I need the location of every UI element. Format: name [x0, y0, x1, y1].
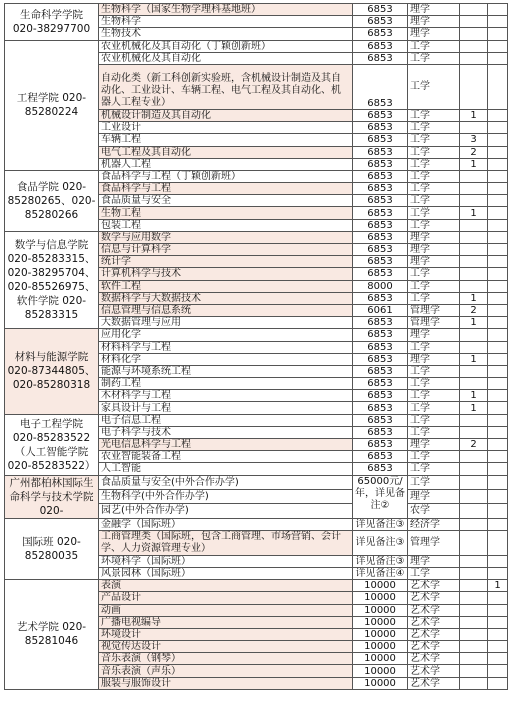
fee-cell: 6853	[353, 52, 408, 64]
fee-cell: 6853	[353, 122, 408, 134]
extra-count-cell	[488, 641, 508, 653]
fee-cell: 详见备注③	[353, 555, 408, 567]
major-cell: 电子科学与技术	[99, 426, 353, 438]
fee-cell: 10000	[353, 628, 408, 640]
major-cell: 食品科学与工程	[99, 183, 353, 195]
enrollment-table-sheet	[4, 3, 507, 690]
major-cell: 车辆工程	[99, 134, 353, 146]
category-cell: 工学	[408, 463, 460, 475]
fee-cell: 6853	[353, 402, 408, 414]
table-row	[5, 475, 508, 489]
count-cell: 3	[460, 134, 488, 146]
extra-count-cell	[488, 317, 508, 329]
count-cell: 2	[460, 304, 488, 316]
category-cell: 工学	[408, 390, 460, 402]
major-cell: 统计学	[99, 256, 353, 268]
fee-cell: 6853	[353, 146, 408, 158]
category-cell: 艺术学	[408, 641, 460, 653]
extra-count-cell	[488, 677, 508, 689]
major-cell: 电气工程及其自动化	[99, 146, 353, 158]
extra-count-cell	[488, 109, 508, 121]
major-cell: 产品设计	[99, 592, 353, 604]
count-cell	[460, 183, 488, 195]
extra-count-cell	[488, 40, 508, 52]
extra-count-cell	[488, 28, 508, 40]
count-cell	[460, 518, 488, 530]
fee-cell: 6853	[353, 28, 408, 40]
school-cell: 生命科学学院 020-38297700	[5, 4, 99, 41]
major-cell: 家具设计与工程	[99, 402, 353, 414]
count-cell	[460, 592, 488, 604]
major-cell: 生物科学	[99, 16, 353, 28]
count-cell: 1	[460, 207, 488, 219]
count-cell	[460, 567, 488, 579]
major-cell: 人工智能	[99, 463, 353, 475]
major-cell: 表演	[99, 580, 353, 592]
count-cell: 1	[460, 390, 488, 402]
major-cell: 音乐表演（钢琴）	[99, 653, 353, 665]
fee-cell: 6853	[353, 439, 408, 451]
extra-count-cell	[488, 451, 508, 463]
fee-cell: 详见备注③	[353, 518, 408, 530]
count-cell: 2	[460, 146, 488, 158]
fee-cell: 6853	[353, 341, 408, 353]
extra-count-cell	[488, 329, 508, 341]
count-cell	[460, 641, 488, 653]
major-cell: 工业设计	[99, 122, 353, 134]
extra-count-cell	[488, 341, 508, 353]
major-cell: 环境设计	[99, 628, 353, 640]
count-cell	[460, 329, 488, 341]
fee-cell: 10000	[353, 580, 408, 592]
major-cell: 软件工程	[99, 280, 353, 292]
major-cell: 木材科学与工程	[99, 390, 353, 402]
count-cell: 1	[460, 292, 488, 304]
fee-cell: 6853	[353, 353, 408, 365]
table-row	[5, 518, 508, 530]
count-cell	[460, 341, 488, 353]
count-cell	[460, 604, 488, 616]
count-cell	[460, 170, 488, 182]
fee-cell: 详见备注③	[353, 530, 408, 555]
extra-count-cell	[488, 426, 508, 438]
fee-cell: 6061	[353, 304, 408, 316]
fee-cell: 6853	[353, 134, 408, 146]
fee-cell: 6853	[353, 329, 408, 341]
major-cell: 环境科学（国际班）	[99, 555, 353, 567]
category-cell: 工学	[408, 183, 460, 195]
count-cell	[460, 426, 488, 438]
fee-cell: 6853	[353, 207, 408, 219]
count-cell	[460, 475, 488, 489]
extra-count-cell	[488, 244, 508, 256]
category-cell: 工学	[408, 219, 460, 231]
major-cell: 园艺(中外合作办学)	[99, 504, 353, 518]
category-cell: 工学	[408, 378, 460, 390]
extra-count-cell	[488, 353, 508, 365]
fee-cell: 6853	[353, 231, 408, 243]
count-cell	[460, 414, 488, 426]
extra-count-cell	[488, 64, 508, 109]
major-cell: 动画	[99, 604, 353, 616]
extra-count-cell	[488, 402, 508, 414]
count-cell: 1	[460, 402, 488, 414]
major-cell: 数据科学与大数据技术	[99, 292, 353, 304]
fee-cell: 6853	[353, 256, 408, 268]
count-cell	[460, 653, 488, 665]
extra-count-cell	[488, 16, 508, 28]
category-cell: 理学	[408, 4, 460, 16]
extra-count-cell	[488, 52, 508, 64]
category-cell: 工学	[408, 146, 460, 158]
extra-count-cell	[488, 518, 508, 530]
major-cell: 工商管理类（国际班，包含工商管理、市场营销、会计学、人力资源管理专业）	[99, 530, 353, 555]
category-cell: 理学	[408, 244, 460, 256]
fee-cell: 6853	[353, 195, 408, 207]
category-cell: 艺术学	[408, 592, 460, 604]
fee-cell: 6853	[353, 268, 408, 280]
count-cell	[460, 365, 488, 377]
count-cell	[460, 530, 488, 555]
category-cell: 工学	[408, 280, 460, 292]
category-cell: 工学	[408, 195, 460, 207]
category-cell: 工学	[408, 170, 460, 182]
fee-cell: 6853	[353, 390, 408, 402]
count-cell	[460, 628, 488, 640]
count-cell	[460, 52, 488, 64]
category-cell: 工学	[408, 451, 460, 463]
fee-cell: 10000	[353, 665, 408, 677]
major-cell: 金融学（国际班）	[99, 518, 353, 530]
category-cell: 工学	[408, 268, 460, 280]
enrollment-table	[4, 3, 508, 690]
fee-cell: 6853	[353, 451, 408, 463]
major-cell: 机器人工程	[99, 158, 353, 170]
extra-count-cell	[488, 378, 508, 390]
major-cell: 农业智能装备工程	[99, 451, 353, 463]
count-cell	[460, 40, 488, 52]
category-cell: 工学	[408, 414, 460, 426]
school-cell: 国际班 020-85280035	[5, 518, 99, 580]
fee-cell: 6853	[353, 16, 408, 28]
major-cell: 生物科学(中外合作办学)	[99, 489, 353, 503]
school-cell: 数学与信息学院 020-85283315、020-38295704、020-85526975、软件学院 020-85283315	[5, 231, 99, 329]
count-cell	[460, 616, 488, 628]
extra-count-cell: 1	[488, 580, 508, 592]
count-cell	[460, 122, 488, 134]
category-cell: 工学	[408, 64, 460, 109]
major-cell: 音乐表演（声乐）	[99, 665, 353, 677]
count-cell: 1	[460, 353, 488, 365]
fee-cell: 6853	[353, 426, 408, 438]
table-row	[5, 170, 508, 182]
category-cell: 理学	[408, 231, 460, 243]
category-cell: 工学	[408, 52, 460, 64]
category-cell: 工学	[408, 292, 460, 304]
count-cell	[460, 219, 488, 231]
category-cell: 理学	[408, 353, 460, 365]
school-cell: 材料与能源学院 020-87344805、020-85280318	[5, 329, 99, 414]
category-cell: 农学	[408, 504, 460, 518]
extra-count-cell	[488, 463, 508, 475]
fee-cell: 6853	[353, 378, 408, 390]
major-cell: 视觉传达设计	[99, 641, 353, 653]
extra-count-cell	[488, 628, 508, 640]
major-cell: 信息管理与信息系统	[99, 304, 353, 316]
fee-cell: 6853	[353, 64, 408, 109]
category-cell: 理学	[408, 489, 460, 503]
major-cell: 食品质量与安全(中外合作办学)	[99, 475, 353, 489]
category-cell: 艺术学	[408, 616, 460, 628]
extra-count-cell	[488, 280, 508, 292]
extra-count-cell	[488, 475, 508, 489]
category-cell: 工学	[408, 475, 460, 489]
count-cell: 1	[460, 109, 488, 121]
extra-count-cell	[488, 219, 508, 231]
major-cell: 机械设计制造及其自动化	[99, 109, 353, 121]
count-cell	[460, 665, 488, 677]
fee-cell: 8000	[353, 280, 408, 292]
table-row	[5, 4, 508, 16]
major-cell: 信息与计算科学	[99, 244, 353, 256]
category-cell: 工学	[408, 341, 460, 353]
category-cell: 理学	[408, 256, 460, 268]
table-row	[5, 414, 508, 426]
fee-cell: 6853	[353, 183, 408, 195]
extra-count-cell	[488, 146, 508, 158]
extra-count-cell	[488, 439, 508, 451]
extra-count-cell	[488, 183, 508, 195]
fee-cell: 6853	[353, 414, 408, 426]
major-cell: 制药工程	[99, 378, 353, 390]
extra-count-cell	[488, 231, 508, 243]
category-cell: 艺术学	[408, 653, 460, 665]
category-cell: 工学	[408, 122, 460, 134]
extra-count-cell	[488, 158, 508, 170]
major-cell: 应用化学	[99, 329, 353, 341]
count-cell	[460, 231, 488, 243]
major-cell: 农业机械化及其自动化	[99, 52, 353, 64]
extra-count-cell	[488, 122, 508, 134]
count-cell	[460, 195, 488, 207]
major-cell: 材料化学	[99, 353, 353, 365]
table-row	[5, 580, 508, 592]
fee-cell: 6853	[353, 463, 408, 475]
fee-cell: 65000元/年，详见备注②	[353, 475, 408, 518]
extra-count-cell	[488, 555, 508, 567]
category-cell: 艺术学	[408, 604, 460, 616]
extra-count-cell	[488, 304, 508, 316]
major-cell: 生物科学（国家生物学理科基地班）	[99, 4, 353, 16]
category-cell: 理学	[408, 16, 460, 28]
major-cell: 计算机科学与技术	[99, 268, 353, 280]
major-cell: 材料科学与工程	[99, 341, 353, 353]
major-cell: 风景园林（国际班）	[99, 567, 353, 579]
major-cell: 大数据管理与应用	[99, 317, 353, 329]
fee-cell: 10000	[353, 641, 408, 653]
table-row	[5, 231, 508, 243]
school-cell: 食品学院 020-85280265、020-85280266	[5, 170, 99, 231]
category-cell: 管理学	[408, 530, 460, 555]
extra-count-cell	[488, 256, 508, 268]
category-cell: 管理学	[408, 304, 460, 316]
major-cell: 自动化类（新工科创新实验班，含机械设计制造及其自动化、工业设计、车辆工程、电气工程及其自动化、机器人工程专业）	[99, 64, 353, 109]
extra-count-cell	[488, 292, 508, 304]
fee-cell: 10000	[353, 653, 408, 665]
major-cell: 电子信息工程	[99, 414, 353, 426]
extra-count-cell	[488, 170, 508, 182]
count-cell	[460, 463, 488, 475]
category-cell: 经济学	[408, 518, 460, 530]
count-cell	[460, 378, 488, 390]
extra-count-cell	[488, 592, 508, 604]
count-cell	[460, 4, 488, 16]
major-cell: 生物技术	[99, 28, 353, 40]
major-cell: 光电信息科学与工程	[99, 439, 353, 451]
extra-count-cell	[488, 4, 508, 16]
count-cell: 1	[460, 317, 488, 329]
category-cell: 工学	[408, 426, 460, 438]
fee-cell: 6853	[353, 170, 408, 182]
extra-count-cell	[488, 390, 508, 402]
category-cell: 管理学	[408, 317, 460, 329]
fee-cell: 6853	[353, 244, 408, 256]
school-cell: 电子工程学院 020-85283522（人工智能学院 020-85283522）	[5, 414, 99, 475]
category-cell: 艺术学	[408, 665, 460, 677]
major-cell: 食品质量与安全	[99, 195, 353, 207]
category-cell: 工学	[408, 402, 460, 414]
category-cell: 工学	[408, 109, 460, 121]
major-cell: 农业机械化及其自动化（丁颖创新班）	[99, 40, 353, 52]
count-cell	[460, 256, 488, 268]
extra-count-cell	[488, 268, 508, 280]
count-cell	[460, 504, 488, 518]
count-cell: 1	[460, 158, 488, 170]
extra-count-cell	[488, 414, 508, 426]
extra-count-cell	[488, 365, 508, 377]
fee-cell: 10000	[353, 616, 408, 628]
extra-count-cell	[488, 530, 508, 555]
category-cell: 理学	[408, 555, 460, 567]
fee-cell: 10000	[353, 677, 408, 689]
fee-cell: 6853	[353, 109, 408, 121]
extra-count-cell	[488, 616, 508, 628]
fee-cell: 6853	[353, 4, 408, 16]
table-row	[5, 329, 508, 341]
school-cell: 工程学院 020-85280224	[5, 40, 99, 170]
fee-cell: 6853	[353, 292, 408, 304]
category-cell: 工学	[408, 567, 460, 579]
count-cell	[460, 268, 488, 280]
category-cell: 理学	[408, 439, 460, 451]
extra-count-cell	[488, 665, 508, 677]
count-cell: 2	[460, 439, 488, 451]
count-cell	[460, 16, 488, 28]
category-cell: 工学	[408, 40, 460, 52]
count-cell	[460, 580, 488, 592]
category-cell: 艺术学	[408, 580, 460, 592]
extra-count-cell	[488, 604, 508, 616]
category-cell: 工学	[408, 207, 460, 219]
fee-cell: 6853	[353, 219, 408, 231]
school-cell: 广州都柏林国际生命科学与技术学院 020-	[5, 475, 99, 518]
fee-cell: 6853	[353, 158, 408, 170]
category-cell: 工学	[408, 365, 460, 377]
major-cell: 包装工程	[99, 219, 353, 231]
count-cell	[460, 244, 488, 256]
count-cell	[460, 451, 488, 463]
extra-count-cell	[488, 134, 508, 146]
category-cell: 艺术学	[408, 628, 460, 640]
category-cell: 理学	[408, 28, 460, 40]
table-body	[5, 4, 508, 690]
school-cell: 艺术学院 020-85281046	[5, 580, 99, 690]
extra-count-cell	[488, 653, 508, 665]
extra-count-cell	[488, 207, 508, 219]
category-cell: 理学	[408, 329, 460, 341]
extra-count-cell	[488, 567, 508, 579]
major-cell: 能源与环境系统工程	[99, 365, 353, 377]
major-cell: 生物工程	[99, 207, 353, 219]
category-cell: 艺术学	[408, 677, 460, 689]
major-cell: 数学与应用数学	[99, 231, 353, 243]
count-cell	[460, 28, 488, 40]
major-cell: 服装与服饰设计	[99, 677, 353, 689]
count-cell	[460, 280, 488, 292]
fee-cell: 6853	[353, 317, 408, 329]
count-cell	[460, 64, 488, 109]
count-cell	[460, 489, 488, 503]
major-cell: 广播电视编导	[99, 616, 353, 628]
fee-cell: 6853	[353, 40, 408, 52]
category-cell: 工学	[408, 134, 460, 146]
fee-cell: 10000	[353, 592, 408, 604]
category-cell: 工学	[408, 158, 460, 170]
count-cell	[460, 555, 488, 567]
fee-cell: 6853	[353, 365, 408, 377]
major-cell: 食品科学与工程（丁颖创新班）	[99, 170, 353, 182]
table-row	[5, 40, 508, 52]
extra-count-cell	[488, 504, 508, 518]
fee-cell: 详见备注④	[353, 567, 408, 579]
fee-cell: 10000	[353, 604, 408, 616]
extra-count-cell	[488, 195, 508, 207]
count-cell	[460, 677, 488, 689]
extra-count-cell	[488, 489, 508, 503]
